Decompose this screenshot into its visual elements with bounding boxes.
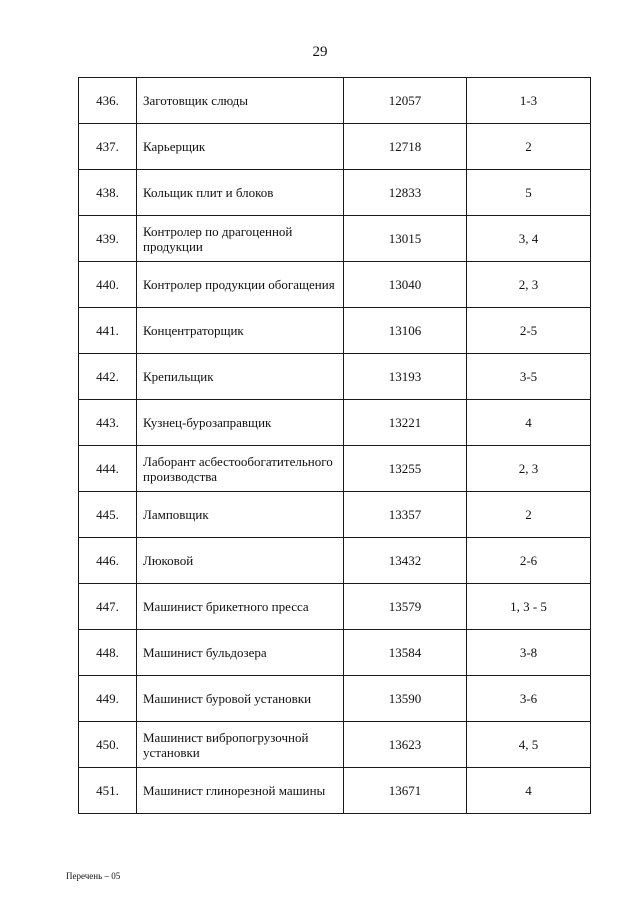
table-row	[79, 630, 591, 676]
grade-range: 2-6	[467, 538, 591, 584]
profession-name: Крепильщик	[137, 354, 344, 400]
profession-code: 13193	[344, 354, 467, 400]
grade-range: 4	[467, 400, 591, 446]
table-row	[79, 446, 591, 492]
table-row	[79, 308, 591, 354]
profession-name: Ламповщик	[137, 492, 344, 538]
page-number: 29	[312, 44, 328, 60]
profession-name: Машинист бульдозера	[137, 630, 344, 676]
profession-name: Кольщик плит и блоков	[137, 170, 344, 216]
profession-code: 13623	[344, 722, 467, 768]
profession-code: 13579	[344, 584, 467, 630]
profession-name: Машинист глинорезной машины	[137, 768, 344, 814]
professions-table-body	[79, 78, 591, 814]
row-number: 439.	[79, 216, 137, 262]
profession-code: 13255	[344, 446, 467, 492]
table-row	[79, 78, 591, 124]
profession-code: 13584	[344, 630, 467, 676]
grade-range: 4, 5	[467, 722, 591, 768]
row-number: 449.	[79, 676, 137, 722]
row-number: 436.	[79, 78, 137, 124]
grade-range: 3-6	[467, 676, 591, 722]
table-row	[79, 722, 591, 768]
table-row	[79, 170, 591, 216]
grade-range: 2	[467, 124, 591, 170]
table-row	[79, 584, 591, 630]
profession-code: 13432	[344, 538, 467, 584]
grade-range: 2	[467, 492, 591, 538]
row-number: 442.	[79, 354, 137, 400]
row-number: 445.	[79, 492, 137, 538]
profession-name: Кузнец-бурозаправщик	[137, 400, 344, 446]
row-number: 448.	[79, 630, 137, 676]
row-number: 444.	[79, 446, 137, 492]
profession-code: 13590	[344, 676, 467, 722]
row-number: 447.	[79, 584, 137, 630]
profession-code: 12833	[344, 170, 467, 216]
grade-range: 3, 4	[467, 216, 591, 262]
profession-code: 13040	[344, 262, 467, 308]
table-row	[79, 262, 591, 308]
grade-range: 2-5	[467, 308, 591, 354]
professions-table	[78, 77, 591, 814]
profession-code: 13015	[344, 216, 467, 262]
row-number: 443.	[79, 400, 137, 446]
profession-name: Машинист вибропогрузочной установки	[137, 722, 344, 768]
grade-range: 1, 3 - 5	[467, 584, 591, 630]
profession-name: Концентраторщик	[137, 308, 344, 354]
profession-name: Карьерщик	[137, 124, 344, 170]
table-row	[79, 768, 591, 814]
grade-range: 1-3	[467, 78, 591, 124]
grade-range: 2, 3	[467, 262, 591, 308]
table-row	[79, 400, 591, 446]
profession-name: Люковой	[137, 538, 344, 584]
document-footer: Перечень – 05	[66, 871, 121, 881]
profession-name: Контролер продукции обогащения	[137, 262, 344, 308]
row-number: 441.	[79, 308, 137, 354]
table-row	[79, 492, 591, 538]
grade-range: 2, 3	[467, 446, 591, 492]
profession-code: 13357	[344, 492, 467, 538]
profession-code: 13221	[344, 400, 467, 446]
table-row	[79, 216, 591, 262]
grade-range: 3-8	[467, 630, 591, 676]
row-number: 446.	[79, 538, 137, 584]
profession-name: Машинист буровой установки	[137, 676, 344, 722]
row-number: 438.	[79, 170, 137, 216]
profession-name: Лаборант асбестообогатительного производства	[137, 446, 344, 492]
profession-code: 12718	[344, 124, 467, 170]
profession-code: 12057	[344, 78, 467, 124]
profession-name: Заготовщик слюды	[137, 78, 344, 124]
grade-range: 3-5	[467, 354, 591, 400]
row-number: 440.	[79, 262, 137, 308]
grade-range: 4	[467, 768, 591, 814]
table-row	[79, 676, 591, 722]
table-row	[79, 124, 591, 170]
row-number: 437.	[79, 124, 137, 170]
row-number: 451.	[79, 768, 137, 814]
profession-name: Контролер по драгоценной продукции	[137, 216, 344, 262]
profession-code: 13106	[344, 308, 467, 354]
table-row	[79, 538, 591, 584]
table-row	[79, 354, 591, 400]
profession-name: Машинист брикетного пресса	[137, 584, 344, 630]
grade-range: 5	[467, 170, 591, 216]
profession-code: 13671	[344, 768, 467, 814]
row-number: 450.	[79, 722, 137, 768]
